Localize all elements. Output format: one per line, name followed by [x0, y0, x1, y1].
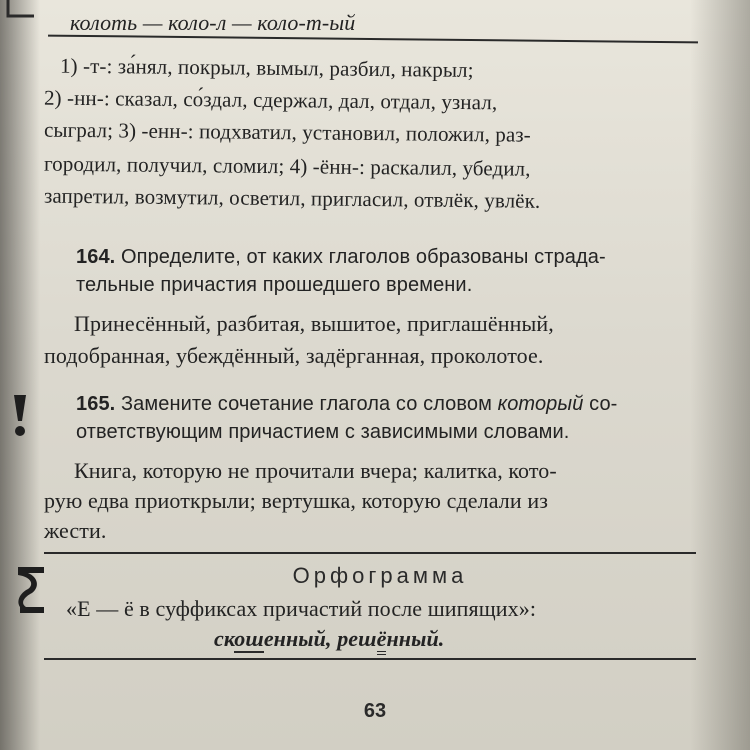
exercise-165-task-line-1: 165. Замените сочетание глагола со словом который со- [76, 393, 618, 415]
exercise-165-text-line-1: Книга, которую не прочитали вчера; калитка, кото- [74, 458, 557, 483]
exercise-165-task-line-2: ответствующим причастием с зависимыми словами. [76, 421, 570, 443]
exercise-164-words-line-2: подобранная, убеждённый, задёрганная, проколотое. [44, 343, 544, 368]
key-line-3: сыграл; 3) -енн-: подхватил, установил, положил, раз- [43, 117, 531, 147]
orfogramma-rule-line: «Е — ё в суффиксах причастий после шипящих»: [66, 596, 537, 621]
exercise-164-task-line-1: 164. Определите, от каких глаголов образованы страда- [76, 246, 606, 268]
exercise-164-task-line-2: тельные причастия прошедшего времени. [76, 274, 473, 296]
key-line-1: 1) -т-: за́нял, покрыл, вымыл, разбил, накрыл; [59, 53, 474, 82]
corner-mark-icon [4, 0, 38, 20]
exercise-164-number: 164. [76, 246, 116, 268]
orfogramma-title: Орфограмма [292, 563, 468, 588]
orfogramma-icon [14, 563, 50, 615]
orfogramma-top-rule [44, 552, 696, 554]
orfogramma-examples: скошенный, решённый. [214, 626, 750, 652]
exercise-164-words-line-1: Принесённый, разбитая, вышитое, приглашённый, [74, 311, 554, 336]
orfogramma-bottom-rule [44, 658, 696, 660]
important-exclamation-icon [10, 393, 30, 437]
page-number: 63 [363, 700, 387, 722]
exercise-165-number: 165. [76, 393, 116, 415]
exercise-165-text-line-2: рую едва приоткрыли; вертушка, которую сделали из [44, 488, 549, 513]
key-line-4: городил, получил, сломил; 4) -ённ-: раскалил, убедил, [43, 151, 531, 181]
exercise-165-text-line-3: жести. [44, 518, 107, 543]
key-line-2: 2) -нн-: сказал, со́здал, сдержал, дал, отдал, узнал, [43, 85, 498, 115]
key-line-5: запретил, возмутил, осветил, пригласил, отвлёк, увлёк. [43, 183, 541, 213]
header-line: колоть — коло-л — коло-т-ый [70, 10, 356, 35]
